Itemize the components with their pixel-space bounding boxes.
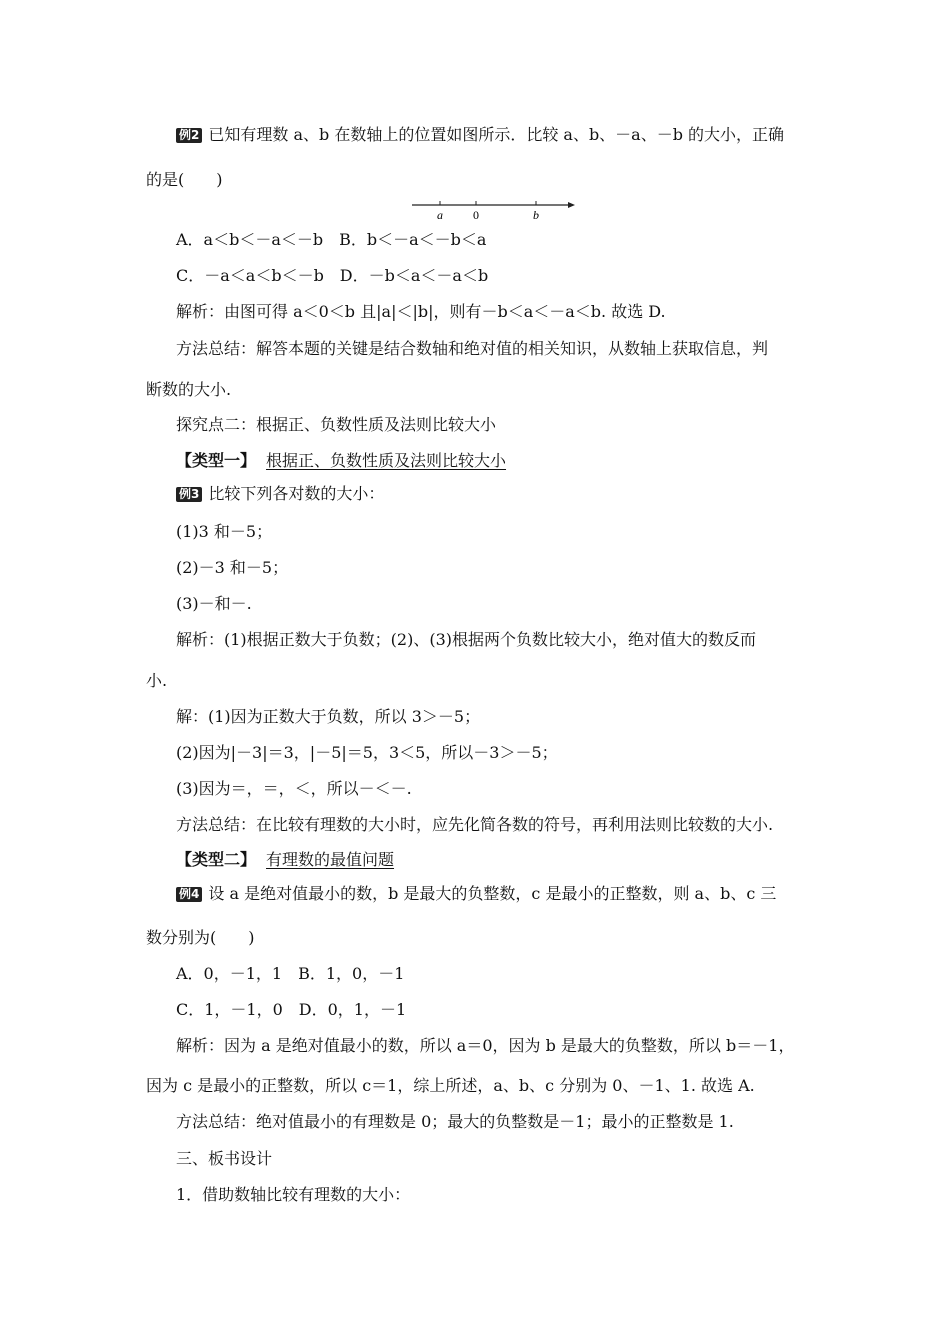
example-3-analysis-line-2: 小. [146, 671, 168, 690]
example-3-q3: (3)－和－. [176, 594, 252, 613]
example-4-analysis-line-1: 解析：因为 a 是绝对值最小的数，所以 a＝0，因为 b 是最大的负整数，所以 b＝－1， [176, 1036, 795, 1055]
example-3-analysis-line-1: 解析：(1)根据正数大于负数；(2)、(3)根据两个负数比较大小，绝对值大的数反而 [176, 630, 756, 649]
example-4-options-ab: A．0，－1，1 B．1，0，－1 [176, 964, 405, 983]
number-line-figure [410, 195, 575, 223]
example-2-line-1 [176, 125, 784, 145]
label-b: b [533, 208, 539, 222]
number-line-arrow [568, 202, 575, 208]
example-4-analysis-line-2: 因为 c 是最小的正整数，所以 c＝1，综上所述，a、b、c 分别为 0、－1、1. 故选 A. [146, 1076, 755, 1095]
example-3-intro: 比较下列各对数的大小： [208, 484, 385, 503]
example-3-solution-3: (3)因为＝，＝，＜，所以－＜－. [176, 779, 412, 798]
example-2-options-cd: C．－a＜a＜b＜－b D．－b＜a＜－a＜b [176, 266, 489, 285]
example-3-q2: (2)－3 和－5； [176, 558, 289, 577]
example-4-question: 设 a 是绝对值最小的数，b 是最大的负整数，c 是最小的正整数，则 a、b、c 三 [208, 884, 777, 903]
example-2-line-2: 的是( ) [146, 170, 223, 189]
type-1-heading [176, 451, 506, 471]
example-3-intro-line [176, 484, 384, 504]
example-3-solution-1: 解：(1)因为正数大于负数，所以 3＞－5； [176, 707, 481, 726]
example-3-q1: (1)3 和－5； [176, 522, 273, 541]
example-3-tag: 例3 [176, 487, 202, 502]
example-4-method: 方法总结：绝对值最小的有理数是 0；最大的负整数是－1；最小的正整数是 1. [176, 1112, 734, 1131]
example-3-solution-2: (2)因为|－3|＝3，|－5|＝5，3＜5，所以－3＞－5； [176, 743, 558, 762]
example-4-tag: 例4 [176, 887, 202, 902]
example-4-line-2: 数分别为( ) [146, 928, 255, 947]
label-zero: 0 [473, 208, 479, 222]
section-3-heading: 三、板书设计 [176, 1149, 273, 1168]
example-2-analysis: 解析：由图可得 a＜0＜b 且|a|＜|b|，则有－b＜a＜－a＜b. 故选 D. [176, 302, 666, 321]
type-1-tag: 【类型一】 [176, 451, 257, 470]
board-item-1: 1．借助数轴比较有理数的大小： [176, 1185, 411, 1204]
example-2-question: 已知有理数 a、b 在数轴上的位置如图所示．比较 a、b、－a、－b 的大小，正确 [208, 125, 785, 144]
example-2-method-line-1: 方法总结：解答本题的关键是结合数轴和绝对值的相关知识，从数轴上获取信息，判 [176, 339, 769, 358]
example-2-tag: 例2 [176, 128, 202, 143]
label-a: a [437, 208, 443, 222]
example-4-options-cd: C．1，－1，0 D．0，1，－1 [176, 1000, 407, 1019]
type-2-tag: 【类型二】 [176, 850, 257, 869]
example-2-options-ab: A．a＜b＜－a＜－b B．b＜－a＜－b＜a [176, 230, 487, 249]
example-4-line-1 [176, 884, 776, 904]
type-1-title: 根据正、负数性质及法则比较大小 [266, 451, 507, 470]
example-3-method: 方法总结：在比较有理数的大小时，应先化简各数的符号，再利用法则比较数的大小. [176, 815, 774, 834]
exploration-point-2: 探究点二：根据正、负数性质及法则比较大小 [176, 415, 497, 434]
type-2-heading [176, 850, 394, 870]
type-2-title: 有理数的最值问题 [266, 850, 395, 869]
example-2-method-line-2: 断数的大小. [146, 380, 232, 399]
